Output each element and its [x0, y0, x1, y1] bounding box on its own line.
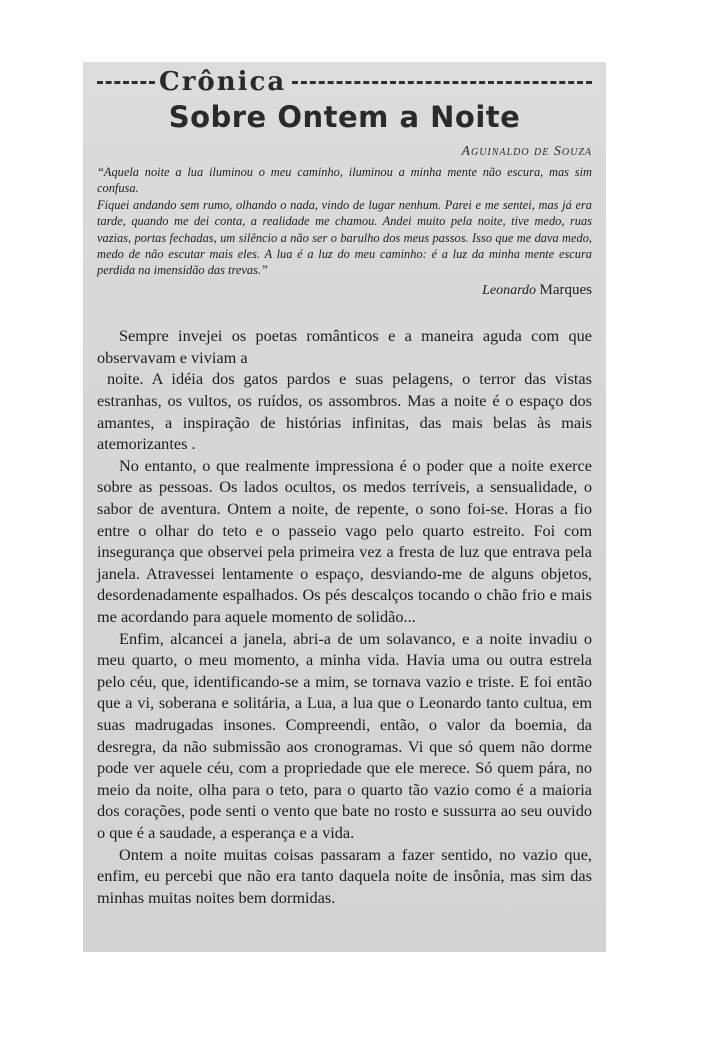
- epigraph-author-last: Marques: [539, 281, 592, 298]
- body-paragraph: noite. A idéia dos gatos pardos e suas pelagens, o terror das vistas estranhas, os vultos, os ruídos, os assombros. Mas a noite é o espaço dos amantes, a inspiração de histórias infinitas, das mais belas às mais atemorizantes .: [97, 369, 592, 454]
- body-paragraph: No entanto, o que realmente impressiona é o poder que a noite exerce sobre as pessoas. Os lados ocultos, os medos terríveis, a sensualidade, o sabor de aventura. Ontem a noite, de repente, o sono foi-se. Horas a fio entre o olhar do teto e o passeio vago pelo quarto estreito. Foi com insegurança que observei pela primeira vez a fresta de luz que entrava pela janela. Atravessei lentamente o espaço, desviando-me de alguns objetos, desordenadamente espalhados. Os pés descalços tocando o chão frio e mais me acordando para aquele momento de solidão...: [97, 455, 592, 626]
- epigraph: [97, 164, 592, 299]
- section-label: Crônica: [159, 67, 287, 97]
- epigraph-author: [97, 282, 592, 299]
- epigraph-paragraph: Fiquei andando sem rumo, olhando o nada, vindo de lugar nenhum. Parei e me sentei, mas já era tarde, quando me dei conta, a realidade me chamou. Andei muito pela noite, tive medo, ruas vazias, portas fechadas, um silêncio a não ser o barulho dos meus passos. Isso que me dava medo, medo de não escutar mais eles. A lua é a luz do meu caminho: é a luz da minha mente escura perdida na imensidão das trevas.”: [97, 197, 592, 278]
- body-paragraph: Sempre invejei os poetas românticos e a maneira aguda com que observavam e viviam a: [97, 326, 592, 367]
- rubric-dash-right: [292, 81, 592, 84]
- newspaper-clipping: [83, 62, 606, 952]
- epigraph-paragraph: “Aquela noite a lua iluminou o meu caminho, iluminou a minha mente não escura, mas sim confusa.: [97, 165, 592, 196]
- epigraph-author-first: Leonardo: [482, 282, 536, 298]
- article-author: Aguinaldo de Souza: [461, 144, 592, 159]
- article-title: Sobre Ontem a Noite: [168, 100, 521, 134]
- section-rubric: [97, 68, 592, 96]
- body-paragraph: Ontem a noite muitas coisas passaram a fazer sentido, no vazio que, enfim, eu percebi que não era tanto daquela noite de insônia, mas sim das minhas muitas noites bem dormidas.: [97, 844, 592, 907]
- article-body: [97, 325, 592, 908]
- body-paragraph: Enfim, alcancei a janela, abri-a de um solavanco, e a noite invadiu o meu quarto, o meu momento, a minha vida. Havia uma ou outra estrela pelo céu, que, identificando-se a mim, se tornava vazio e triste. E foi então que a vi, soberana e solitária, a Lua, a lua que o Leonardo tanto cultua, em suas madrugadas insones. Compreendi, então, o valor da boemia, da desregra, da não submissão aos cronogramas. Vi que só quem não dorme pode ver aquele céu, com a propriedade que ele merece. Só quem pára, no meio da noite, olha para o teto, para o quarto tão vazio como é a maioria dos corações, pode senti o vento que bate no rosto e sussurra ao seu ouvido o que é a saudade, a esperança e a vida.: [97, 628, 592, 842]
- rubric-dash-left: [97, 81, 155, 84]
